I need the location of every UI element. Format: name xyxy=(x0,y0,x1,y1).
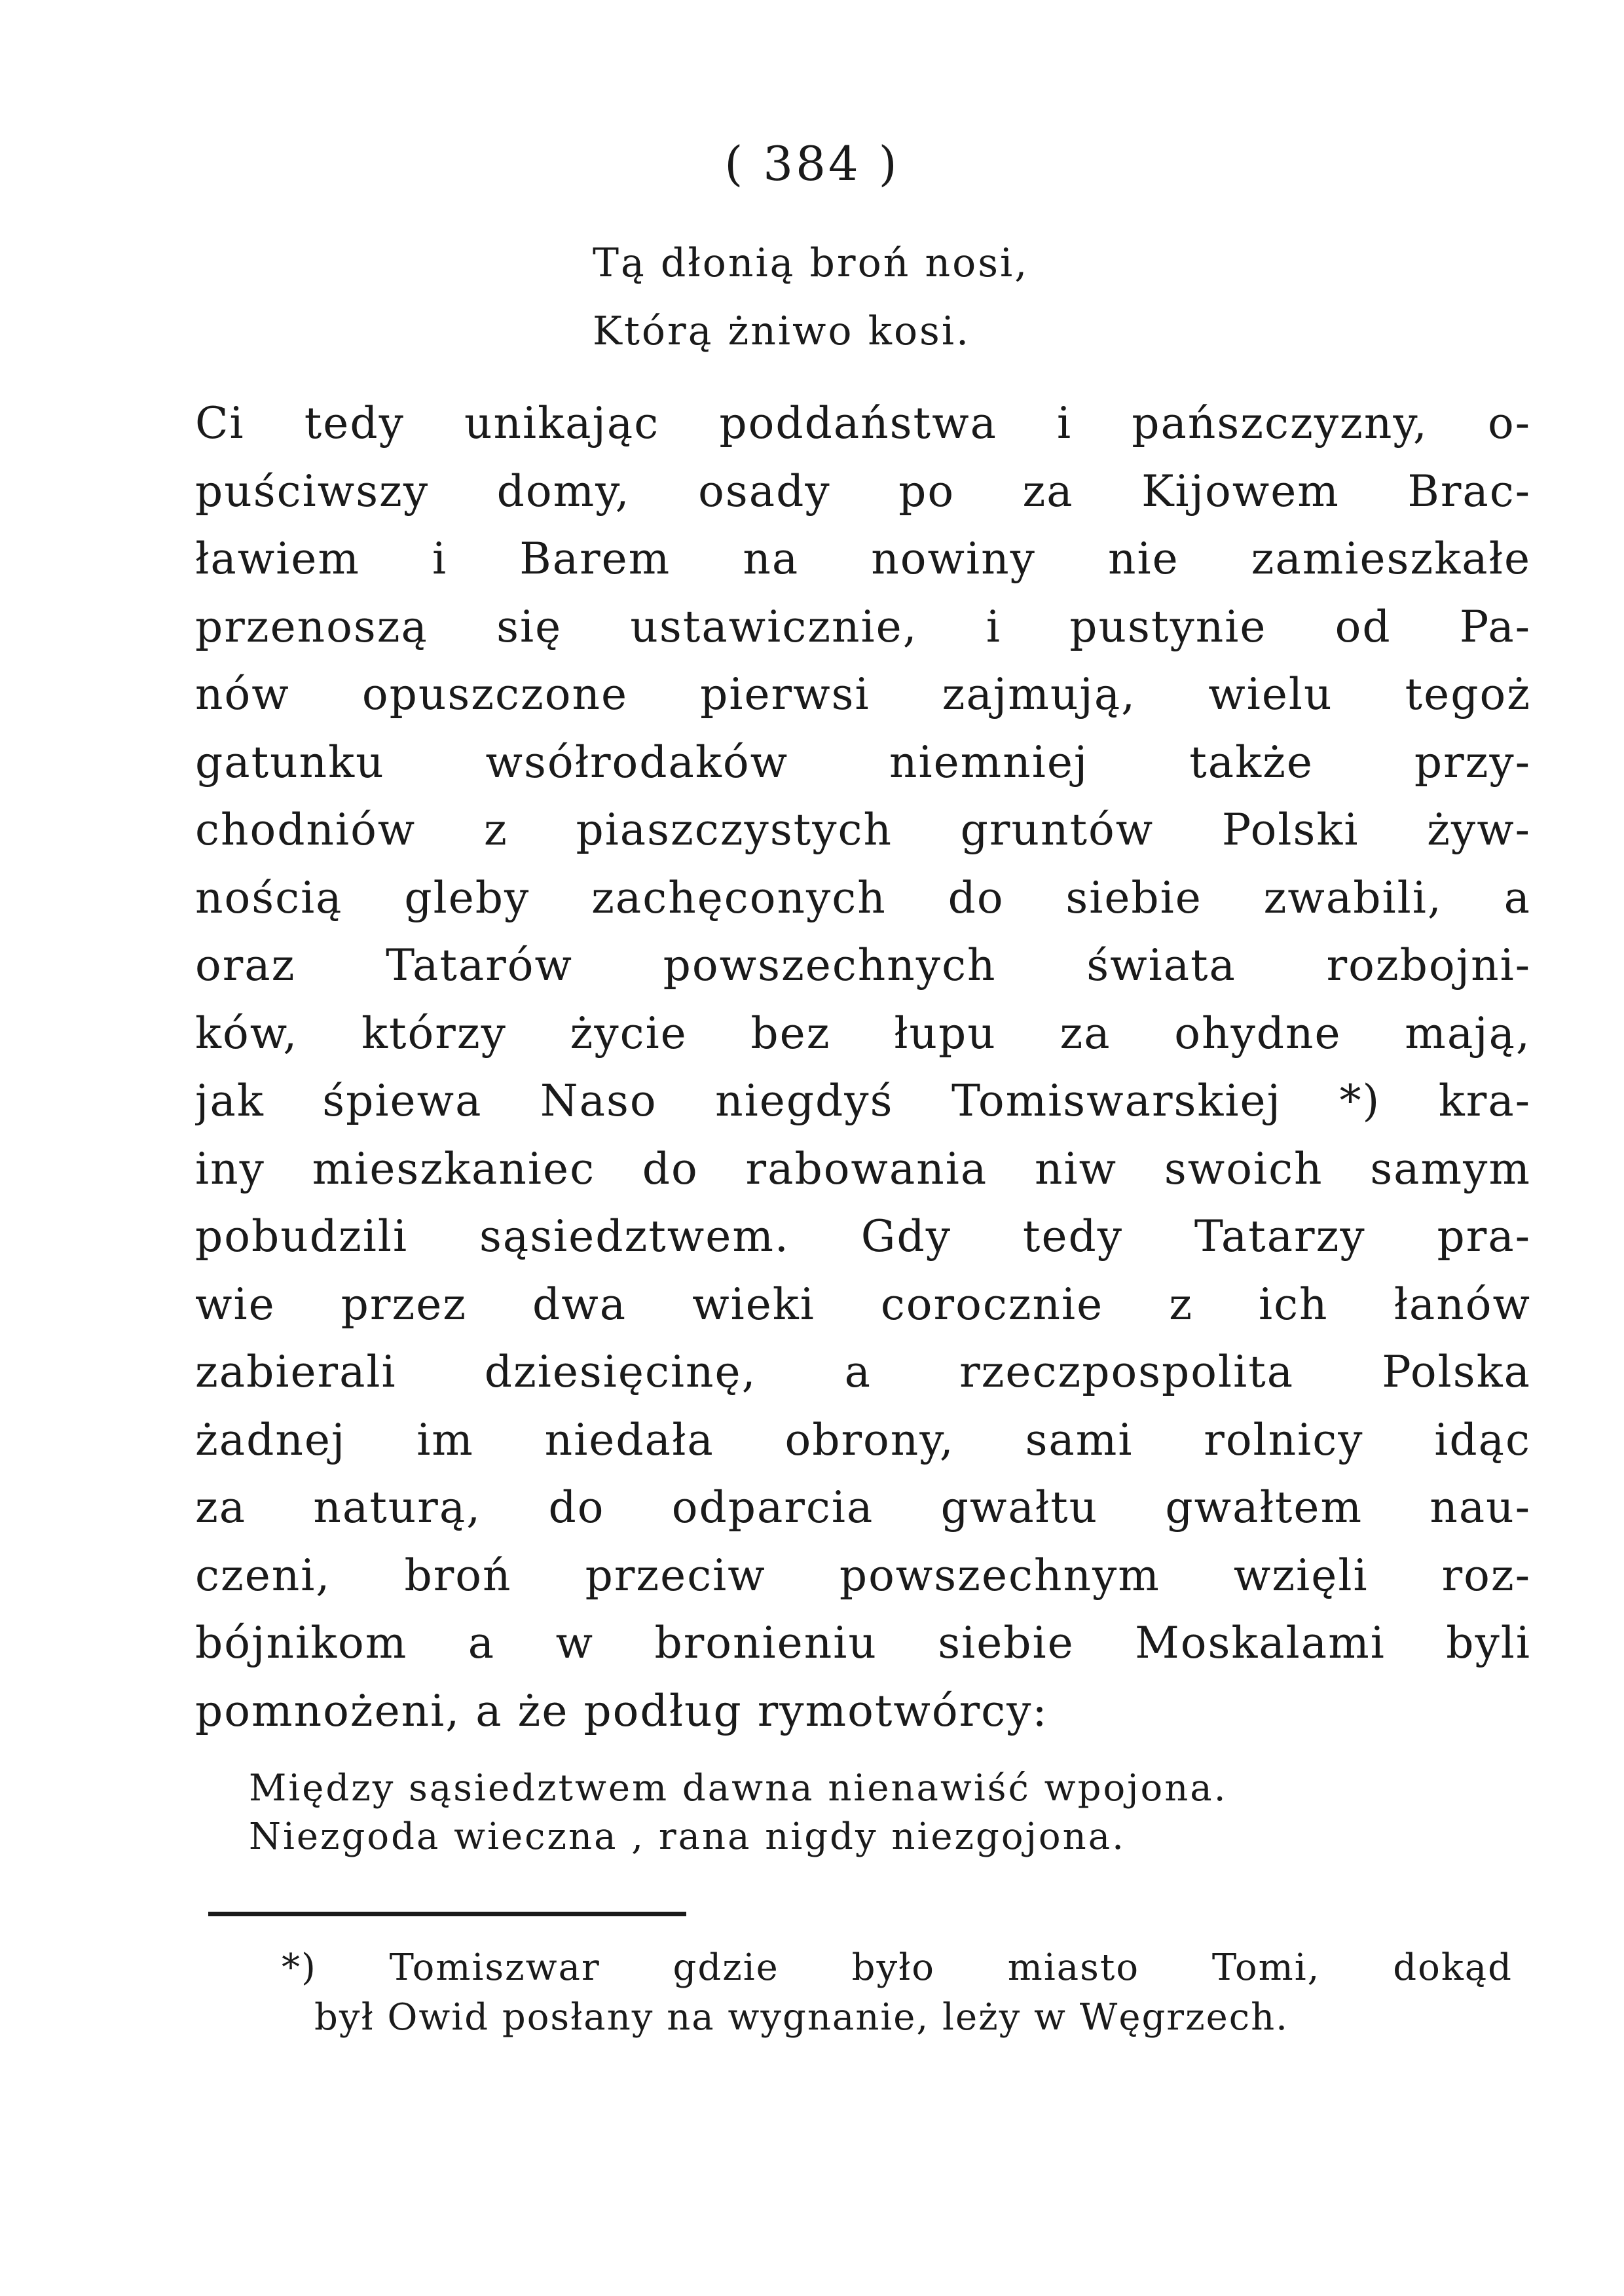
text-line: iny mieszkaniec do rabowania niw swoich samym xyxy=(195,1143,1531,1194)
text-line: za naturą, do odparcia gwałtu gwałtem nau- xyxy=(195,1482,1531,1533)
text-line: jak śpiewa Naso niegdyś Tomiswarskiej *) kra- xyxy=(195,1076,1531,1126)
verse-quote-top xyxy=(593,229,1029,365)
text-line: Ci tedy unikając poddaństwa i pańszczyzny, o- xyxy=(195,398,1531,448)
body-paragraph xyxy=(195,390,1531,1745)
verse-line: Tą dłonią broń nosi, xyxy=(593,240,1029,286)
verse-line: Niezgoda wieczna , rana nigdy niezgojona. xyxy=(249,1815,1126,1858)
text-line: ków, którzy życie bez łupu za ohydne mają, xyxy=(195,1008,1531,1059)
verse-line: Między sąsiedztwem dawna nienawiść wpojona. xyxy=(249,1767,1228,1810)
text-line: ławiem i Barem na nowiny nie zamieszkałe xyxy=(195,534,1531,584)
footnote-line: *) Tomiszwar gdzie było miasto Tomi, dokąd xyxy=(282,1946,1513,1989)
text-line: bójnikom a w bronieniu siebie Moskalami byli xyxy=(195,1618,1531,1668)
text-line: gatunku wsółrodaków niemniej także przy- xyxy=(195,737,1531,788)
text-line: pobudzili sąsiedztwem. Gdy tedy Tatarzy pra- xyxy=(195,1211,1531,1262)
text-line: pomnożeni, a że podług rymotwórcy: xyxy=(195,1685,1048,1736)
verse-line: Którą żniwo kosi. xyxy=(593,308,971,354)
footnote xyxy=(282,1943,1513,2043)
text-line: zabierali dziesięcinę, a rzeczpospolita Polska xyxy=(195,1347,1531,1397)
footnote-divider xyxy=(208,1912,686,1916)
text-line: nów opuszczone pierwsi zajmują, wielu tegoż xyxy=(195,669,1531,720)
text-line: nością gleby zachęconych do siebie zwabili, a xyxy=(195,872,1531,923)
footnote-line: był Owid posłany na wygnanie, leży w Węgrzech. xyxy=(314,1996,1289,2039)
text-line: puściwszy domy, osady po za Kijowem Brac- xyxy=(195,465,1531,517)
text-line: przenoszą się ustawicznie, i pustynie od Pa- xyxy=(195,601,1531,652)
text-line: wie przez dwa wieki corocznie z ich łanów xyxy=(195,1279,1531,1330)
text-line: czeni, broń przeciw powszechnym wzięli roz- xyxy=(195,1550,1531,1601)
text-line: oraz Tatarów powszechnych świata rozbojni- xyxy=(195,940,1531,991)
text-line: żadnej im niedała obrony, sami rolnicy idąc xyxy=(195,1414,1531,1465)
page-number: ( 384 ) xyxy=(724,136,900,191)
verse-quote-bottom xyxy=(249,1764,1228,1861)
text-line: chodniów z piaszczystych gruntów Polski żyw- xyxy=(195,805,1531,855)
